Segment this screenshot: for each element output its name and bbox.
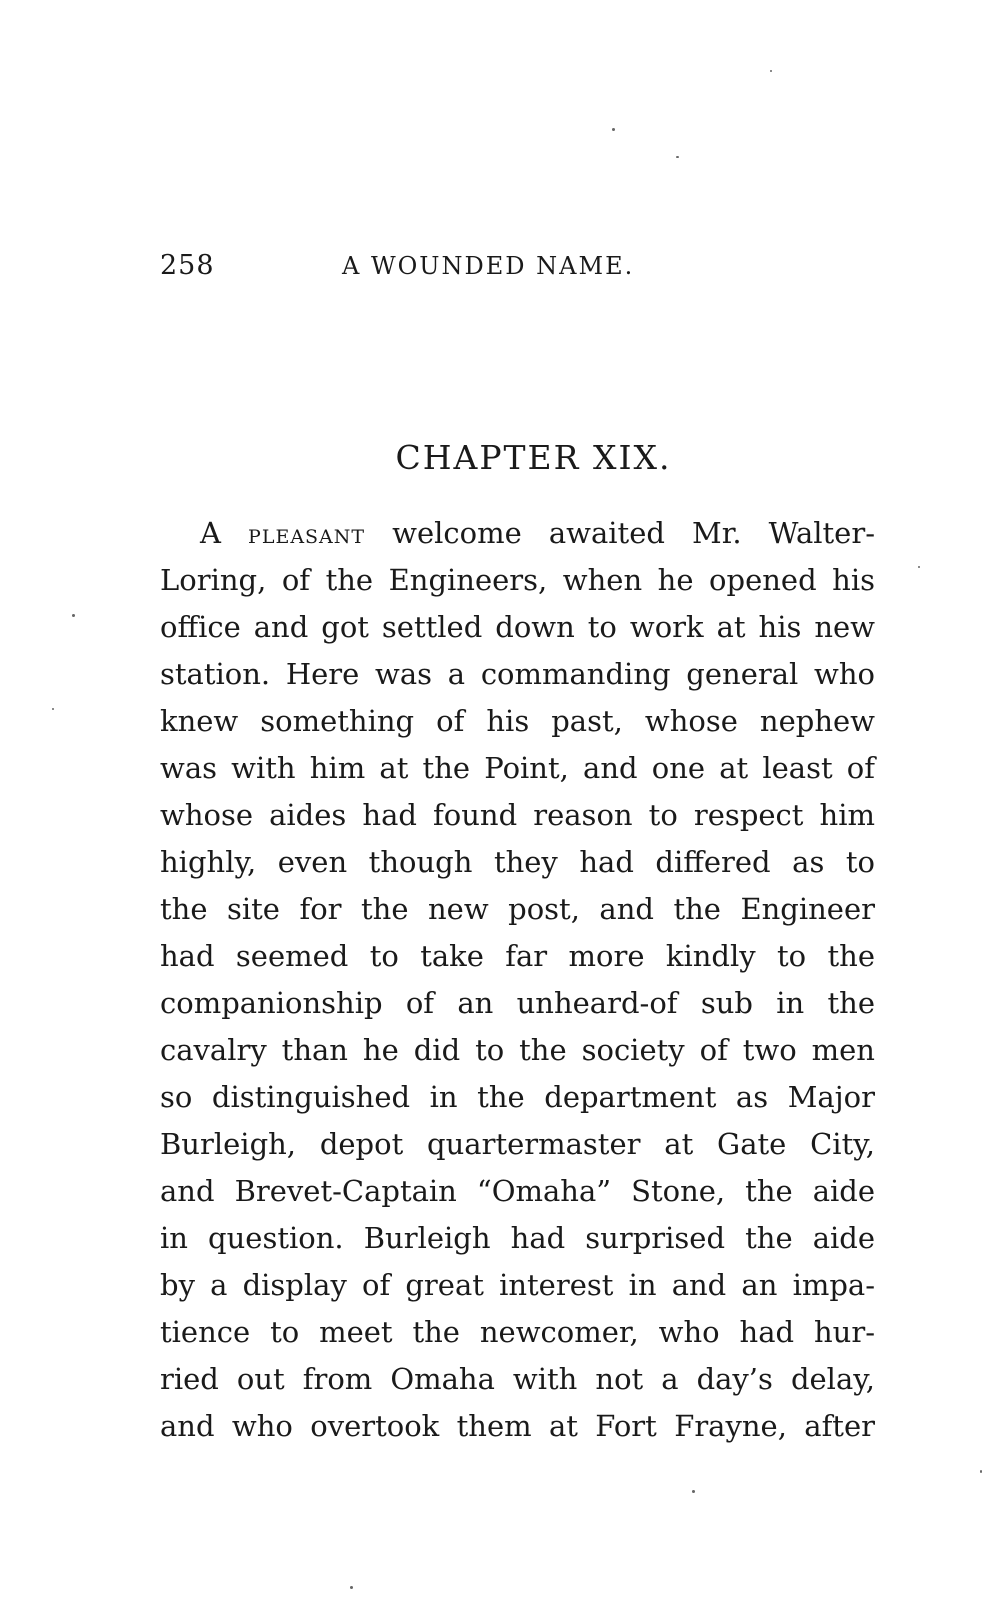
text-line: and Brevet-Captain “Omaha” Stone, the aide <box>160 1174 875 1208</box>
scan-speck <box>692 1490 695 1493</box>
text-line: highly, even though they had differed as to <box>160 845 875 879</box>
scan-speck <box>612 128 615 131</box>
text-line: was with him at the Point, and one at least of <box>160 751 875 785</box>
text-line: so distinguished in the department as Major <box>160 1080 875 1114</box>
scan-speck <box>52 708 54 710</box>
running-title: A WOUNDED NAME. <box>342 252 635 280</box>
text-line: Loring, of the Engineers, when he opened his <box>160 563 875 597</box>
text-line: knew something of his past, whose nephew <box>160 704 875 738</box>
text-line: had seemed to take far more kindly to the <box>160 939 875 973</box>
text-line: ried out from Omaha with not a day’s delay, <box>160 1362 875 1396</box>
running-header <box>160 248 680 284</box>
text-line: by a display of great interest in and an impa- <box>160 1268 875 1302</box>
scan-speck <box>770 70 772 72</box>
text-line: station. Here was a commanding general who <box>160 657 875 691</box>
first-line-rest: welcome awaited Mr. Walter- <box>392 516 876 550</box>
first-line-lead: A <box>200 516 221 550</box>
text-line: cavalry than he did to the society of two men <box>160 1033 875 1067</box>
text-line: and who overtook them at Fort Frayne, after <box>160 1409 875 1443</box>
body-text <box>160 510 875 1450</box>
scan-speck <box>676 156 679 158</box>
text-line: companionship of an unheard-of sub in the <box>160 986 875 1020</box>
text-line: office and got settled down to work at his new <box>160 610 875 644</box>
page-number: 258 <box>160 250 215 281</box>
text-line: the site for the new post, and the Engineer <box>160 892 875 926</box>
text-line: tience to meet the newcomer, who had hur- <box>160 1315 875 1349</box>
text-line: in question. Burleigh had surprised the aide <box>160 1221 875 1255</box>
text-line-first <box>160 510 875 557</box>
text-line: whose aides had found reason to respect him <box>160 798 875 832</box>
text-line: Burleigh, depot quartermaster at Gate City, <box>160 1127 875 1161</box>
first-line-smallcaps: pleasant <box>248 519 366 550</box>
chapter-heading: CHAPTER XIX. <box>395 438 672 477</box>
scan-speck <box>350 1586 353 1589</box>
scan-speck <box>980 1470 982 1473</box>
scan-speck <box>72 614 75 617</box>
scan-speck <box>918 566 920 568</box>
